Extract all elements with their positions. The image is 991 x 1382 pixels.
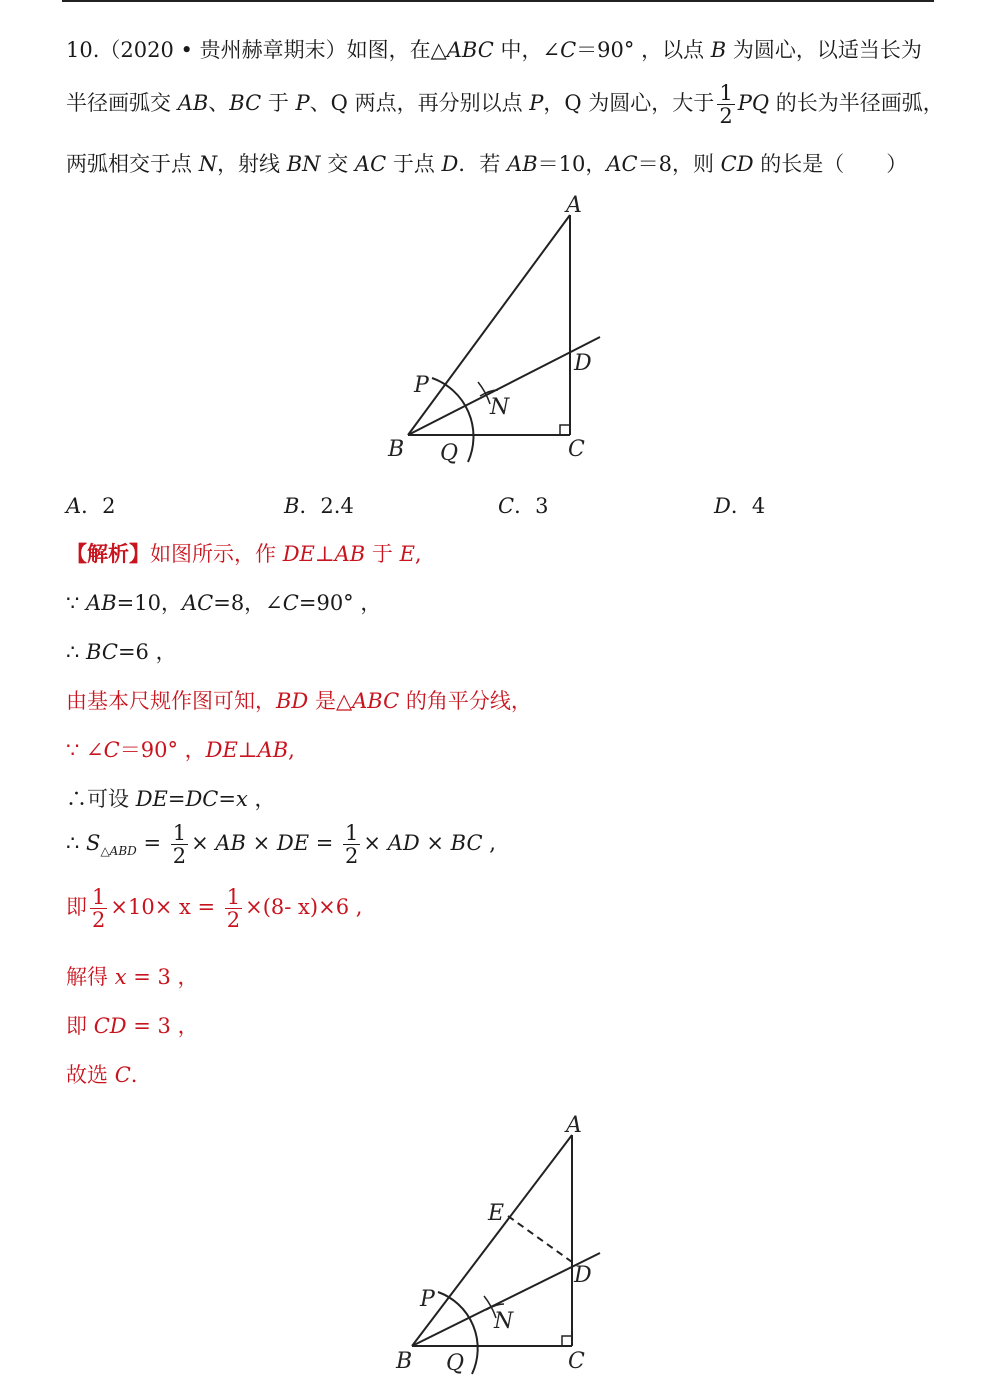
question-line-2: 半径画弧交 AB、BC 于 P、Q 两点，再分别以点 P，Q 为圆心，大于 $\frac{1}{2}$ PQ 的长为半径画弧， — [66, 81, 944, 129]
option-d: D．4 — [714, 494, 766, 518]
solution-line-4: 由基本尺规作图可知，BD 是△ABC 的角平分线， — [66, 689, 532, 713]
solution-line-8: 即 $\frac{1}{2}$ ×10× x = $\frac{1}{2}$ ×(8- x)×6 , — [66, 885, 363, 933]
solution-line-3: ∴ BC=6 ， — [66, 640, 177, 664]
triangle-figure-2 — [380, 1105, 620, 1382]
fraction-half: $\frac{1}{2}$ — [92, 885, 106, 933]
solution-line-10: 即 CD = 3 ， — [66, 1014, 199, 1038]
right-angle-mark — [560, 425, 570, 435]
label-a: A — [566, 1113, 582, 1138]
solution-line-9: 解得 x = 3 ， — [66, 965, 199, 989]
solution-line-6: ∴可设 DE=DC=x ， — [66, 787, 276, 811]
label-c: C — [568, 1349, 585, 1374]
label-p: P — [420, 1287, 435, 1312]
label-c: C — [568, 437, 585, 462]
label-p: P — [414, 373, 429, 398]
option-a: A．2 — [66, 494, 116, 518]
label-q: Q — [446, 1351, 465, 1376]
label-n: N — [490, 395, 510, 420]
triangle-figure-1 — [380, 190, 620, 470]
solution-line-1: 【解析】如图所示，作 DE⊥AB 于 E, — [66, 541, 422, 566]
segment-de-dashed — [508, 1216, 572, 1262]
option-b: B．2.4 — [284, 494, 354, 518]
ray-bn — [408, 337, 600, 435]
label-e: E — [488, 1201, 505, 1226]
fraction-half: $\frac{1}{2}$ — [719, 81, 733, 129]
top-rule — [62, 0, 934, 2]
option-c: C．3 — [498, 494, 549, 518]
segment-ab — [412, 1135, 572, 1346]
label-n: N — [494, 1309, 514, 1334]
fraction-half: $\frac{1}{2}$ — [172, 821, 187, 869]
fraction-half: $\frac{1}{2}$ — [226, 885, 241, 933]
right-angle-mark — [562, 1336, 572, 1346]
solution-line-2: ∵ AB=10，AC=8，∠C=90° ， — [66, 591, 382, 615]
solution-line-7: ∴ $S_{\triangle ABD}$ = $\frac{1}{2}$ × AB × DE = $\frac{1}{2}$ × AD × BC , — [66, 821, 496, 869]
fraction-half: $\frac{1}{2}$ — [345, 821, 359, 869]
label-q: Q — [440, 441, 459, 466]
question-line-1: 10.（2020 • 贵州赫章期末）如图，在△ABC 中，∠C＝90° ，以点 B 为圆心，以适当长为 — [66, 38, 922, 62]
solution-line-11: 故选 C. — [66, 1063, 138, 1087]
solution-line-5: ∵ ∠C＝90° ，DE⊥AB, — [66, 738, 295, 762]
label-d: D — [574, 1263, 592, 1288]
question-line-3: 两弧相交于点 N，射线 BN 交 AC 于点 D．若 AB＝10，AC＝8，则 CD 的长是（ ） — [66, 152, 908, 176]
label-a: A — [566, 193, 582, 218]
label-d: D — [574, 351, 592, 376]
label-b: B — [396, 1349, 413, 1374]
label-b: B — [388, 437, 405, 462]
